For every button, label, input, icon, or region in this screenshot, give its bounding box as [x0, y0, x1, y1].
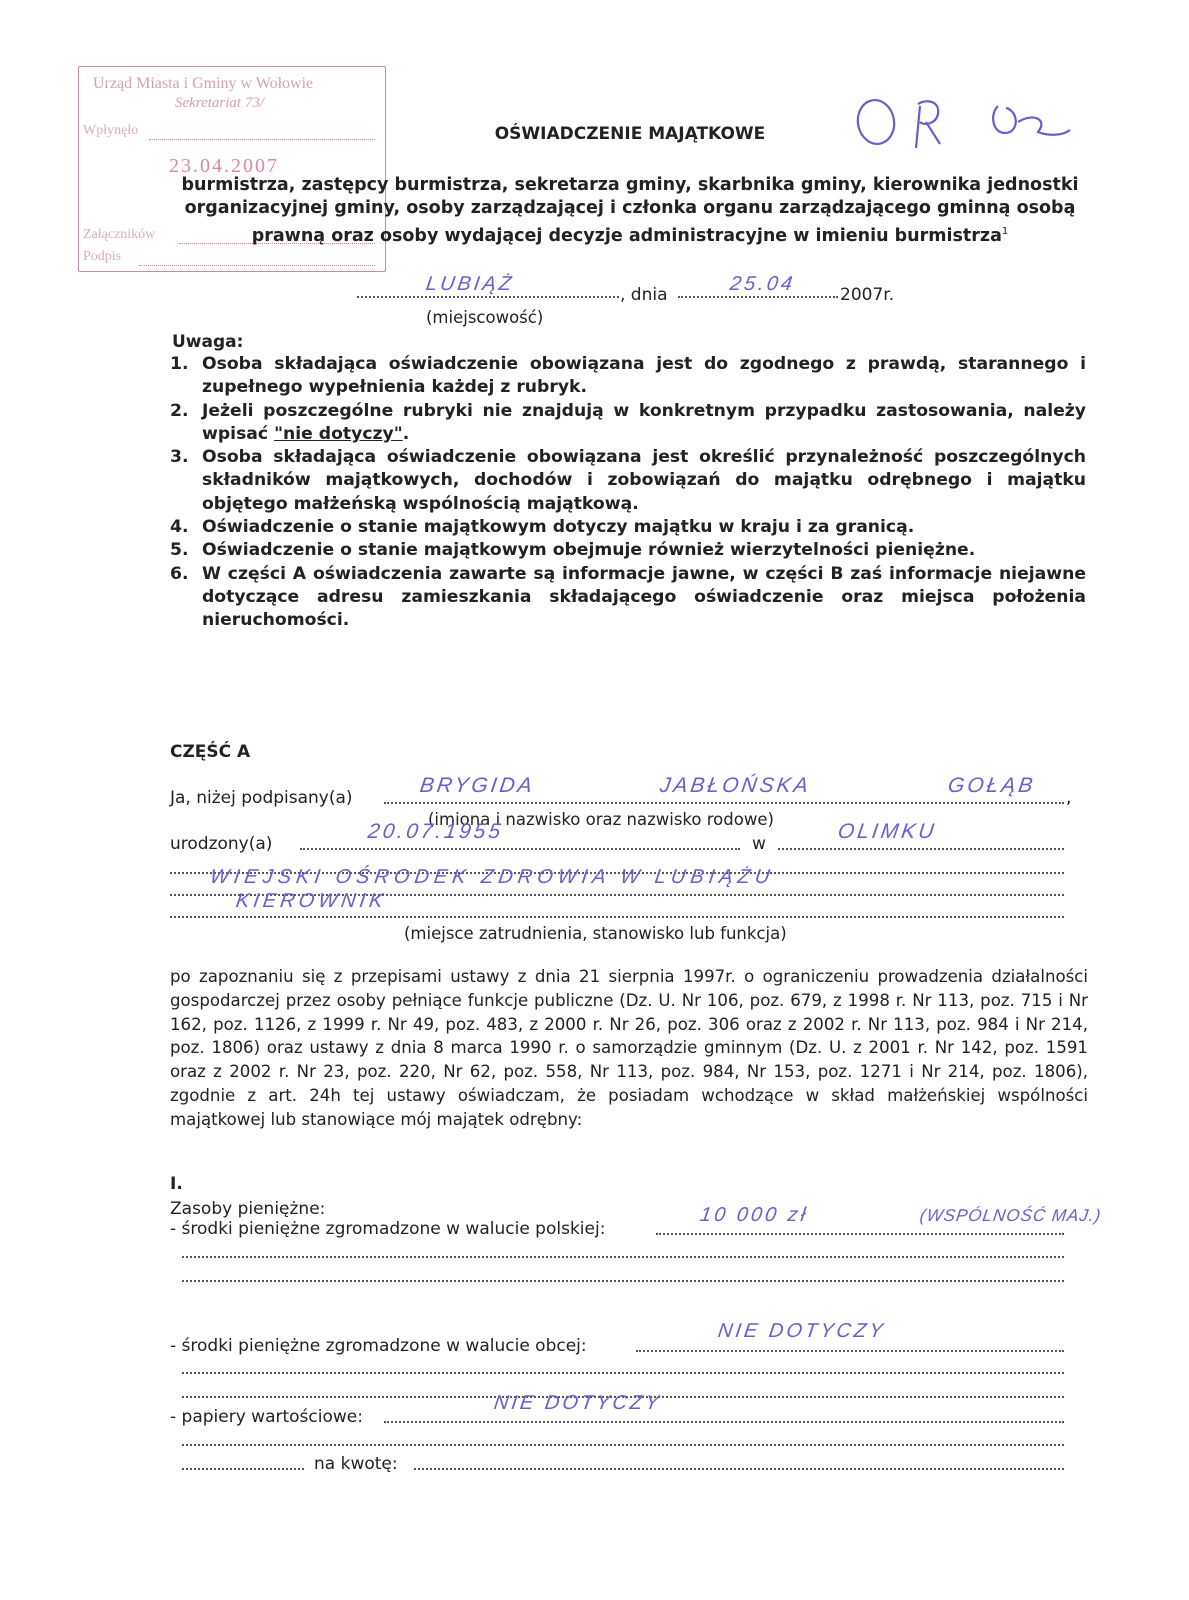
- note-item: [166, 400, 1086, 447]
- part-a-title: CZĘŚĆ A: [170, 742, 251, 762]
- place-value: LUBIĄŻ: [424, 273, 516, 295]
- foreign-label: - środki pieniężne zgromadzone w walucie obcej:: [170, 1336, 587, 1356]
- stamp-signature-label: Podpis: [83, 249, 122, 264]
- born-label: urodzony(a): [170, 834, 273, 854]
- stamp-office: Urząd Miasta i Gminy w Wołowie: [93, 75, 314, 92]
- statement-paragraph: po zapoznaniu się z przepisami ustawy z dnia 21 sierpnia 1997r. o ograniczeniu prowadzenia działalności gospodarczej przez osoby pełniące funkcje publiczne (Dz. U. Nr 106, poz. 679, z 1998 r. Nr 113, poz. 715 i Nr 162, poz. 1126, z 1999 r. Nr 49, poz. 483, z 2000 r. Nr 26, poz. 306 oraz z 2002 r. Nr 113, poz. 984 i Nr 214, poz. 1806) oraz ustawy z dnia 8 marca 1990 r. o samorządzie gminnym (Dz. U. z 2001 r. Nr 142, poz. 1591 oraz z 2002 r. Nr 23, poz. 220, Nr 62, poz. 558, Nr 113, poz. 984, Nr 153, poz. 1271 i Nr 214, poz. 1806), zgodnie z art. 24h tej ustawy oświadczam, że posiadam wchodzące w skład małżeńskiej wspólności majątkowej lub stanowiące mój majątek odrębny:: [170, 967, 1088, 1129]
- employer-value: WIEJSKI OŚRODEK ZDROWIA W LUBIĄŻU: [208, 866, 776, 888]
- footnote-ref: 1: [1001, 226, 1009, 237]
- stamp-divider: [139, 265, 375, 266]
- place-caption: (miejscowość): [426, 308, 544, 327]
- in-label: w: [752, 834, 766, 854]
- securities-value: NIE DOTYCZY: [492, 1392, 664, 1414]
- pln-field-line: [656, 1233, 1064, 1235]
- signed-label: Ja, niżej podpisany(a): [170, 788, 353, 808]
- note-number: 2.: [170, 400, 189, 421]
- foreign-field-line: [636, 1350, 1064, 1352]
- securities-field-line: [384, 1421, 1064, 1423]
- answer-line: [182, 1468, 304, 1470]
- amount-field-line: [414, 1468, 1064, 1470]
- family-name-value: GOŁĄB: [946, 774, 1038, 797]
- note-item: [166, 353, 1086, 400]
- note-text: Osoba składająca oświadczenie obowiązana jest do zgodnego z prawdą, starannego i zupełnego wypełnienia każdej z rubryk.: [202, 354, 1086, 398]
- birth-place-value: OLIMKU: [836, 820, 939, 843]
- position-value: KIEROWNIK: [234, 890, 389, 912]
- name-caption: (imiona i nazwisko oraz nazwisko rodowe): [428, 810, 774, 829]
- note-item: [166, 446, 1086, 516]
- note-item: [166, 539, 1086, 562]
- note-item: [166, 563, 1086, 633]
- birth-date-line: [300, 848, 740, 850]
- answer-line: [182, 1280, 1064, 1282]
- pln-value: 10 000 zł: [698, 1204, 810, 1226]
- answer-line: [182, 1444, 1064, 1446]
- amount-label: na kwotę:: [314, 1454, 398, 1474]
- employment-caption: (miejsce zatrudnienia, stanowisko lub funkcja): [404, 924, 787, 943]
- given-names-value: BRYGIDA: [418, 774, 537, 797]
- document-title: OŚWIADCZENIE MAJĄTKOWE: [494, 124, 766, 144]
- note-number: 1.: [170, 354, 189, 374]
- stamp-date: 23.04.2007: [169, 155, 279, 177]
- name-field-line: [384, 802, 1064, 804]
- note-text: Oświadczenie o stanie majątkowym obejmuje również wierzytelności pieniężne.: [202, 540, 976, 561]
- note-number: 4.: [170, 517, 189, 538]
- note-text: W części A oświadczenia zawarte są informacje jawne, w części B zaś informacje niejawne dotyczące adresu zamieszkania składającego oświadczenie oraz miejsca położenia nieruchomości.: [202, 563, 1086, 631]
- document-subtitle: [170, 174, 1090, 248]
- date-field-line: [678, 296, 838, 298]
- note-number: 5.: [170, 540, 189, 561]
- place-field-line: [357, 296, 619, 298]
- stamp-received-label: Wpłynęło: [83, 123, 139, 138]
- notes-list: [166, 353, 1086, 633]
- pln-note: (WSPÓLNOŚĆ MAJ.): [918, 1206, 1103, 1225]
- note-emphasis: "nie dotyczy": [274, 423, 403, 444]
- comma: ,: [1066, 788, 1072, 808]
- stamp-attachments-label: Załączników: [83, 227, 156, 242]
- foreign-value: NIE DOTYCZY: [716, 1320, 888, 1342]
- securities-label: - papiery wartościowe:: [170, 1407, 363, 1427]
- birth-place-line: [778, 848, 1064, 850]
- notes-title: Uwaga:: [172, 332, 244, 352]
- note-text: Jeżeli poszczególne rubryki nie znajdują w konkretnym przypadku zastosowania, należy wpisać: [202, 400, 1086, 444]
- note-text: Osoba składająca oświadczenie obowiązana jest określić przynależność poszczególnych składników majątkowych, dochodów i zobowiązań do majątku odrębnego i majątku objętego małżeńską wspólnością majątkową.: [202, 447, 1086, 514]
- subtitle-text: burmistrza, zastępcy burmistrza, sekretarza gminy, skarbnika gminy, kierownika jednostki organizacyjnej gminy, osoby zarządzającej i członka organu zarządzającego gminną osobą prawną oraz osoby wydającej decyzje administracyjne w imieniu burmistrza: [181, 175, 1079, 246]
- surname-value: JABŁOŃSKA: [658, 774, 813, 797]
- note-item: [166, 516, 1086, 539]
- note-number: 3.: [170, 447, 189, 468]
- stamp-unit: Sekretariat 73/: [175, 95, 265, 111]
- date-label: , dnia: [620, 285, 668, 305]
- note-text: Oświadczenie o stanie majątkowym dotyczy majątku w kraju i za granicą.: [202, 517, 915, 538]
- section-1-title: I.: [170, 1174, 183, 1194]
- employment-line: [170, 916, 1064, 918]
- note-text: .: [402, 423, 410, 444]
- note-number: 6.: [170, 563, 189, 584]
- birth-date-value: 20.07.1955: [366, 820, 505, 843]
- section-1-heading: Zasoby pieniężne:: [170, 1199, 326, 1219]
- year-suffix: 2007r.: [840, 285, 895, 305]
- date-value: 25.04: [728, 273, 797, 295]
- answer-line: [182, 1256, 1064, 1258]
- answer-line: [182, 1372, 1064, 1374]
- pln-label: - środki pieniężne zgromadzone w walucie polskiej:: [170, 1219, 606, 1239]
